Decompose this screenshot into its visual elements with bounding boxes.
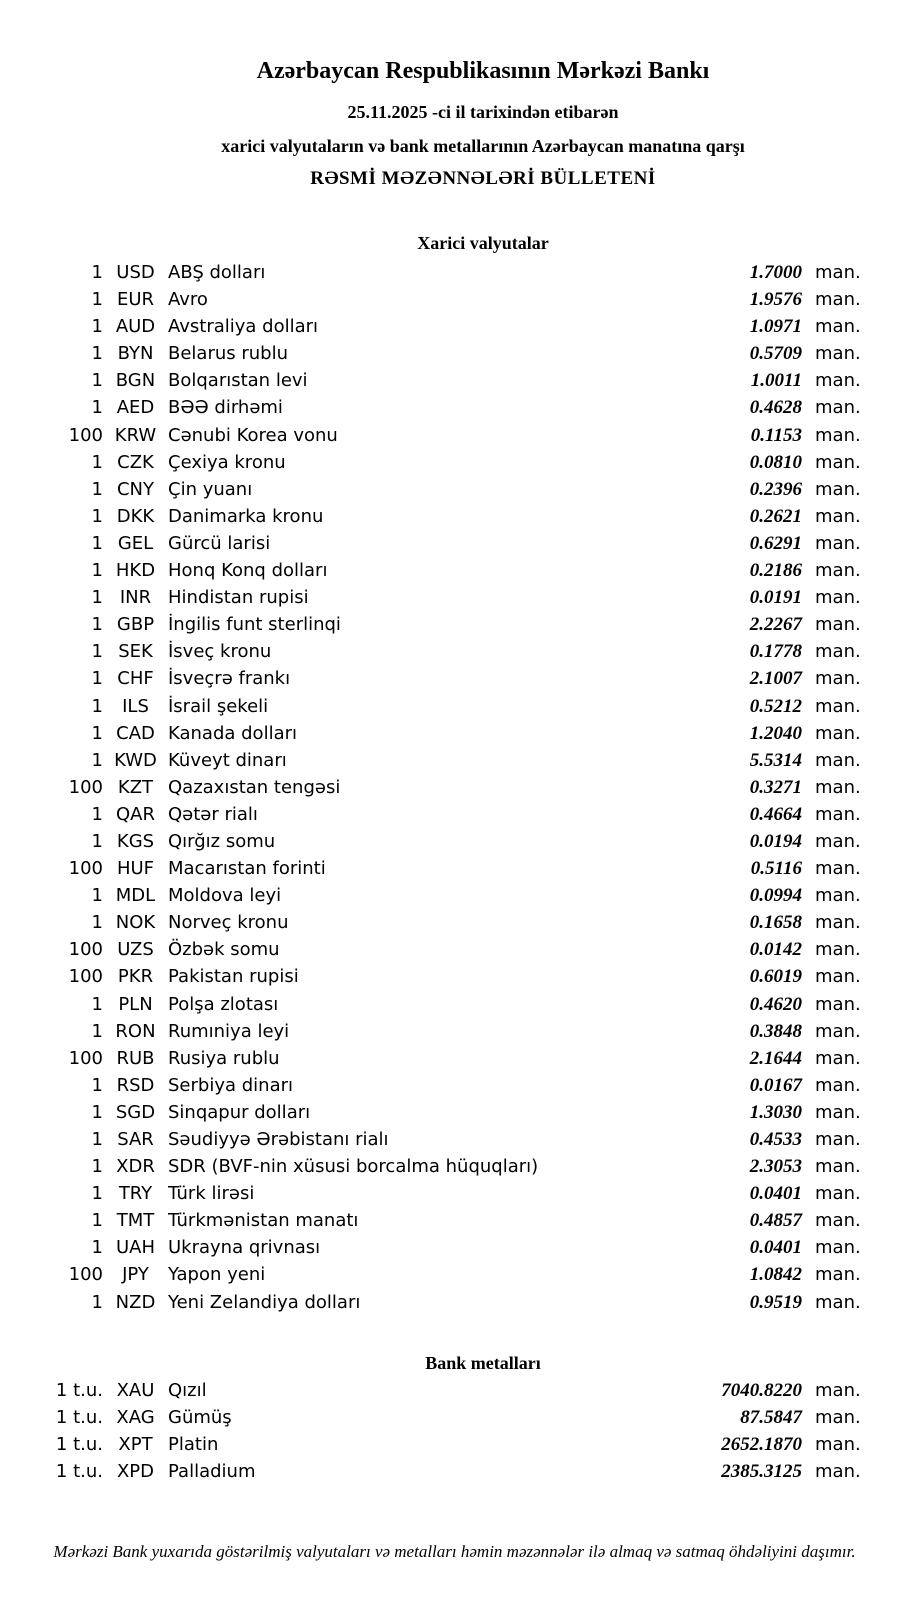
disclaimer-text: Mərkəzi Bank yuxarıda göstərilmiş valyutaları və metalları həmin məzənnələr ilə almaq və satmaq öhdəliyini daşımır.	[53, 1542, 856, 1561]
currency-code: ILS	[122, 695, 149, 717]
row-quantity: 1 t.u.	[55, 1380, 103, 1401]
rate-value: 0.5709	[749, 343, 802, 365]
row-quantity: 1	[91, 505, 103, 527]
rate-value: 0.0142	[749, 939, 802, 961]
table-row	[0, 1045, 860, 1072]
rate-value: 1.2040	[749, 722, 802, 744]
currency-code: SEK	[118, 641, 153, 663]
table-row	[0, 1153, 860, 1180]
row-quantity: 1	[91, 451, 103, 473]
currency-name: Sinqapur dolları	[168, 1101, 311, 1123]
row-quantity: 1	[91, 695, 103, 717]
currency-code: RSD	[116, 1074, 155, 1096]
rate-unit: man.	[815, 695, 861, 717]
currency-code: JPY	[122, 1264, 149, 1286]
table-row	[0, 909, 860, 936]
rate-unit: man.	[815, 668, 861, 690]
rate-unit: man.	[815, 262, 861, 283]
row-quantity: 1 t.u.	[55, 1407, 103, 1429]
currency-code: UAH	[115, 1237, 156, 1259]
rate-unit: man.	[815, 1074, 861, 1096]
row-quantity: 1	[91, 1156, 103, 1178]
currency-code: XDR	[116, 1156, 155, 1178]
table-row	[0, 638, 860, 665]
rate-value: 0.4628	[749, 397, 802, 419]
rate-unit: man.	[815, 1461, 861, 1483]
rate-value: 0.3848	[749, 1020, 802, 1042]
currency-code: HKD	[115, 560, 156, 582]
rate-unit: man.	[815, 776, 861, 798]
rate-value: 0.4533	[749, 1129, 802, 1150]
currency-name: BƏƏ dirhəmi	[168, 397, 283, 419]
row-quantity: 1	[91, 722, 103, 744]
currency-code: PLN	[118, 993, 153, 1015]
currency-name: İngilis funt sterlinqi	[168, 614, 341, 636]
rate-unit: man.	[815, 1264, 861, 1286]
row-quantity: 1	[91, 668, 103, 690]
table-row	[0, 476, 860, 503]
table-row	[0, 720, 860, 747]
currency-name: Avro	[168, 289, 208, 311]
rate-unit: man.	[815, 1020, 861, 1042]
table-row	[0, 449, 860, 476]
currency-code: KZT	[117, 776, 154, 798]
metals-section-title: Bank metalları	[425, 1353, 541, 1373]
rate-unit: man.	[815, 587, 861, 609]
rate-value: 0.6019	[749, 966, 802, 988]
rate-unit: man.	[815, 451, 861, 473]
currency-name: İsrail şekeli	[168, 695, 269, 717]
table-row	[0, 828, 860, 855]
row-quantity: 1	[91, 614, 103, 636]
rate-value: 2.1644	[749, 1047, 802, 1069]
rate-value: 1.7000	[749, 262, 802, 283]
rate-value: 2.1007	[749, 668, 802, 690]
currency-code: TMT	[116, 1210, 155, 1232]
row-quantity: 1	[91, 830, 103, 852]
currency-name: Türk lirəsi	[168, 1183, 255, 1205]
currency-name: Palladium	[168, 1461, 256, 1483]
currency-code: PKR	[117, 966, 154, 988]
table-row	[0, 936, 860, 963]
row-quantity: 100	[68, 424, 103, 446]
table-row	[0, 259, 860, 286]
row-quantity: 1	[91, 1237, 103, 1259]
rate-value: 0.2621	[749, 505, 802, 527]
currency-name: Gürcü larisi	[168, 532, 271, 554]
rate-unit: man.	[815, 343, 861, 365]
currency-name: Serbiya dinarı	[168, 1074, 293, 1096]
currency-name: Türkmənistan manatı	[168, 1210, 359, 1232]
currency-code: NOK	[115, 912, 156, 934]
rate-value: 1.0971	[749, 316, 802, 338]
rate-value: 0.5212	[749, 695, 802, 717]
row-quantity: 1	[91, 885, 103, 907]
currency-name: Bolqarıstan levi	[168, 370, 308, 392]
rate-value: 0.0810	[749, 451, 802, 473]
rate-value: 1.9576	[749, 289, 802, 311]
rate-value: 0.2396	[749, 478, 802, 500]
rate-unit: man.	[815, 316, 861, 338]
row-quantity: 1	[91, 560, 103, 582]
table-row	[0, 530, 860, 557]
table-row	[0, 1261, 860, 1288]
currency-code: SGD	[115, 1101, 156, 1123]
row-quantity: 1	[91, 1101, 103, 1123]
row-quantity: 1	[91, 912, 103, 934]
currency-code: XAG	[116, 1407, 155, 1429]
row-quantity: 1	[91, 1129, 103, 1150]
currency-code: AED	[116, 397, 155, 419]
currency-rate-table	[0, 259, 909, 1316]
rate-unit: man.	[815, 1291, 861, 1313]
subject-line: xarici valyutaların və bank metallarının Azərbaycan manatına qarşı	[221, 136, 745, 156]
row-quantity: 1	[91, 397, 103, 419]
currency-name: Pakistan rupisi	[168, 966, 299, 988]
table-row	[0, 963, 860, 990]
rate-value: 0.3271	[749, 776, 802, 798]
rate-value: 5.5314	[749, 749, 802, 771]
table-row	[0, 1207, 860, 1234]
table-row	[0, 747, 860, 774]
currency-code: RUB	[116, 1047, 155, 1069]
currency-name: Qətər rialı	[168, 803, 258, 825]
currency-name: Qızıl	[168, 1380, 207, 1401]
table-row	[0, 774, 860, 801]
table-row	[0, 313, 860, 340]
table-row	[0, 1289, 860, 1316]
rate-unit: man.	[815, 1380, 861, 1401]
bulletin-header	[57, 57, 909, 192]
table-row	[0, 882, 860, 909]
currency-code: NZD	[115, 1291, 156, 1313]
rate-value: 1.0842	[749, 1264, 802, 1286]
currency-name: Honq Konq dolları	[168, 560, 328, 582]
rate-unit: man.	[815, 424, 861, 446]
currency-name: Yapon yeni	[168, 1264, 266, 1286]
currency-code: GEL	[117, 532, 154, 554]
currency-code: UZS	[117, 939, 154, 961]
rate-value: 87.5847	[740, 1407, 802, 1429]
rate-unit: man.	[815, 885, 861, 907]
row-quantity: 1	[91, 1183, 103, 1205]
table-row	[0, 665, 860, 692]
row-quantity: 1	[91, 587, 103, 609]
rate-value: 0.1658	[749, 912, 802, 934]
table-row	[0, 1431, 860, 1458]
row-quantity: 100	[68, 1047, 103, 1069]
rate-value: 0.1153	[750, 424, 802, 446]
rate-unit: man.	[815, 749, 861, 771]
currency-name: SDR (BVF-nin xüsusi borcalma hüquqları)	[168, 1156, 539, 1178]
table-row	[0, 503, 860, 530]
currency-name: Özbək somu	[168, 939, 280, 961]
row-quantity: 1	[91, 1020, 103, 1042]
rate-unit: man.	[815, 478, 861, 500]
table-row	[0, 584, 860, 611]
currency-code: XPD	[116, 1461, 155, 1483]
row-quantity: 1	[91, 289, 103, 311]
rate-unit: man.	[815, 289, 861, 311]
currency-code: EUR	[116, 289, 155, 311]
rate-value: 0.0401	[749, 1237, 802, 1259]
table-row	[0, 801, 860, 828]
currency-name: Danimarka kronu	[168, 505, 324, 527]
rate-value: 0.4620	[749, 993, 802, 1015]
rate-value: 0.0994	[749, 885, 802, 907]
currency-code: INR	[119, 587, 152, 609]
rate-unit: man.	[815, 1183, 861, 1205]
rate-value: 0.4857	[749, 1210, 802, 1232]
row-quantity: 1	[91, 1291, 103, 1313]
table-row	[0, 1018, 860, 1045]
row-quantity: 1	[91, 343, 103, 365]
currency-code: QAR	[116, 803, 155, 825]
rate-unit: man.	[815, 803, 861, 825]
currency-name: Çexiya kronu	[168, 451, 286, 473]
rate-value: 2.3053	[749, 1156, 802, 1178]
rate-unit: man.	[815, 397, 861, 419]
rate-unit: man.	[815, 912, 861, 934]
table-row	[0, 693, 860, 720]
row-quantity: 1	[91, 478, 103, 500]
currency-code: BGN	[115, 370, 156, 392]
rate-value: 2.2267	[749, 614, 802, 636]
row-quantity: 1	[91, 1210, 103, 1232]
currency-name: Ukrayna qrivnası	[168, 1237, 321, 1259]
currency-code: BYN	[117, 343, 154, 365]
currency-code: SAR	[117, 1129, 154, 1150]
rate-value: 0.2186	[749, 560, 802, 582]
currency-name: Qırğız somu	[168, 830, 276, 852]
rate-unit: man.	[815, 505, 861, 527]
rate-unit: man.	[815, 1210, 861, 1232]
currency-name: Gümüş	[168, 1407, 232, 1429]
currency-code: CAD	[116, 722, 155, 744]
currency-name: ABŞ dolları	[168, 262, 266, 283]
rate-value: 0.0401	[749, 1183, 802, 1205]
currency-code: CHF	[117, 668, 154, 690]
currency-name: Norveç kronu	[168, 912, 289, 934]
currency-name: Moldova leyi	[168, 885, 282, 907]
table-row	[0, 557, 860, 584]
currency-name: Hindistan rupisi	[168, 587, 309, 609]
rate-value: 7040.8220	[721, 1380, 802, 1401]
row-quantity: 100	[68, 939, 103, 961]
currency-name: Platin	[168, 1434, 219, 1456]
row-quantity: 1	[91, 262, 103, 283]
table-row	[0, 1377, 860, 1404]
currency-name: Cənubi Korea vonu	[168, 424, 338, 446]
rate-value: 0.0194	[749, 830, 802, 852]
currency-name: Polşa zlotası	[168, 993, 279, 1015]
table-row	[0, 286, 860, 313]
rate-unit: man.	[815, 858, 861, 880]
rate-value: 2385.3125	[721, 1461, 802, 1483]
rate-value: 1.3030	[749, 1101, 802, 1123]
currency-name: Avstraliya dolları	[168, 316, 319, 338]
rate-unit: man.	[815, 1434, 861, 1456]
currency-code: XPT	[118, 1434, 153, 1456]
rate-value: 2652.1870	[721, 1434, 802, 1456]
rate-unit: man.	[815, 614, 861, 636]
table-row	[0, 611, 860, 638]
currency-code: USD	[116, 262, 155, 283]
row-quantity: 100	[68, 776, 103, 798]
table-row	[0, 367, 860, 394]
currency-name: Yeni Zelandiya dolları	[168, 1291, 361, 1313]
currency-name: İsveçrə frankı	[168, 668, 291, 690]
currency-name: Səudiyyə Ərəbistanı rialı	[168, 1129, 389, 1150]
currency-code: MDL	[115, 885, 156, 907]
row-quantity: 1	[91, 1074, 103, 1096]
currency-name: Belarus rublu	[168, 343, 289, 365]
row-quantity: 1	[91, 749, 103, 771]
rate-unit: man.	[815, 560, 861, 582]
table-row	[0, 991, 860, 1018]
table-row	[0, 422, 860, 449]
table-row	[0, 1180, 860, 1207]
rate-unit: man.	[815, 1156, 861, 1178]
rate-unit: man.	[815, 993, 861, 1015]
rate-unit: man.	[815, 641, 861, 663]
rate-value: 0.6291	[749, 532, 802, 554]
table-row	[0, 1099, 860, 1126]
rate-value: 0.5116	[750, 858, 802, 880]
rate-unit: man.	[815, 1407, 861, 1429]
rate-value: 0.9519	[749, 1291, 802, 1313]
rate-unit: man.	[815, 939, 861, 961]
currency-section-title: Xarici valyutalar	[417, 233, 549, 253]
table-row	[0, 1234, 860, 1261]
rate-value: 0.0191	[749, 587, 802, 609]
metals-rate-table	[0, 1377, 909, 1485]
row-quantity: 1	[91, 532, 103, 554]
row-quantity: 100	[68, 966, 103, 988]
rate-unit: man.	[815, 532, 861, 554]
currency-name: Kanada dolları	[168, 722, 298, 744]
currency-code: KGS	[116, 830, 155, 852]
rate-unit: man.	[815, 966, 861, 988]
table-row	[0, 1404, 860, 1431]
currency-code: GBP	[116, 614, 155, 636]
currency-code: KWD	[114, 749, 157, 771]
rate-unit: man.	[815, 1129, 861, 1150]
row-quantity: 1	[91, 993, 103, 1015]
rate-unit: man.	[815, 830, 861, 852]
row-quantity: 100	[68, 858, 103, 880]
table-row	[0, 340, 860, 367]
bulletin-title: RƏSMİ MƏZƏNNƏLƏRİ BÜLLETENİ	[310, 168, 656, 189]
row-quantity: 1	[91, 316, 103, 338]
currency-code: RON	[115, 1020, 156, 1042]
table-row	[0, 1458, 860, 1485]
row-quantity: 1	[91, 641, 103, 663]
row-quantity: 1	[91, 370, 103, 392]
table-row	[0, 855, 860, 882]
rate-unit: man.	[815, 1237, 861, 1259]
rate-value: 0.4664	[749, 803, 802, 825]
currency-code: XAU	[116, 1380, 155, 1401]
currency-code: HUF	[116, 858, 155, 880]
row-quantity: 1 t.u.	[55, 1461, 103, 1483]
table-row	[0, 1072, 860, 1099]
currency-code: DKK	[116, 505, 155, 527]
currency-code: TRY	[118, 1183, 153, 1205]
table-row	[0, 394, 860, 421]
currency-name: İsveç kronu	[168, 641, 272, 663]
currency-code: AUD	[115, 316, 156, 338]
table-row	[0, 1126, 860, 1153]
rate-unit: man.	[815, 1047, 861, 1069]
row-quantity: 1	[91, 803, 103, 825]
row-quantity: 1 t.u.	[55, 1434, 103, 1456]
currency-code: KRW	[114, 424, 157, 446]
currency-name: Qazaxıstan tengəsi	[168, 776, 341, 798]
currency-name: Rumıniya leyi	[168, 1020, 290, 1042]
currency-code: CNY	[116, 478, 155, 500]
row-quantity: 100	[68, 1264, 103, 1286]
currency-name: Küveyt dinarı	[168, 749, 287, 771]
effective-date-line: 25.11.2025 -ci il tarixindən etibarən	[347, 102, 619, 122]
rate-value: 0.1778	[749, 641, 802, 663]
page-title: Azərbaycan Respublikasının Mərkəzi Bankı	[256, 58, 710, 84]
currency-name: Macarıstan forinti	[168, 858, 326, 880]
rate-unit: man.	[815, 722, 861, 744]
rate-unit: man.	[815, 370, 861, 392]
currency-name: Çin yuanı	[168, 478, 253, 500]
currency-name: Rusiya rublu	[168, 1047, 280, 1069]
rate-unit: man.	[815, 1101, 861, 1123]
rate-value: 1.0011	[750, 370, 802, 392]
currency-code: CZK	[117, 451, 154, 473]
rate-value: 0.0167	[749, 1074, 802, 1096]
